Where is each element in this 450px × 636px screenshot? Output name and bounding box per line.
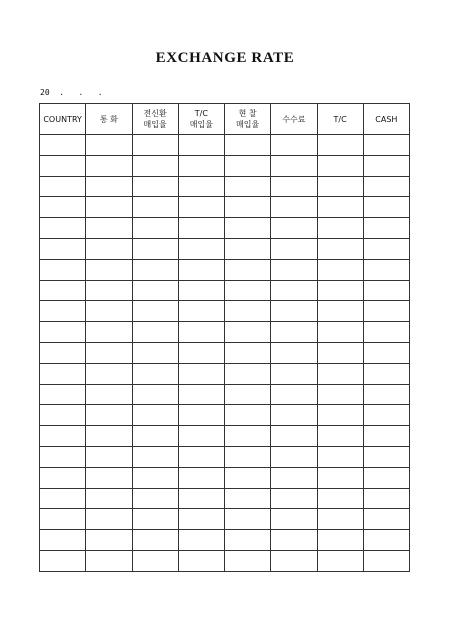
table-cell	[86, 218, 132, 239]
table-cell	[132, 301, 178, 322]
table-cell	[132, 488, 178, 509]
table-cell	[86, 405, 132, 426]
table-cell	[317, 301, 363, 322]
table-cell	[363, 467, 409, 488]
table-cell	[40, 405, 86, 426]
table-body	[40, 135, 410, 572]
table-cell	[225, 135, 271, 156]
table-cell	[317, 342, 363, 363]
table-header-row	[40, 104, 410, 135]
table-cell	[271, 197, 317, 218]
table-cell	[317, 488, 363, 509]
table-cell	[317, 384, 363, 405]
table-cell	[132, 405, 178, 426]
header-tt-line2: 매입율	[143, 120, 167, 129]
table-cell	[86, 280, 132, 301]
table-cell	[40, 342, 86, 363]
table-cell	[225, 446, 271, 467]
header-tc	[317, 104, 363, 135]
table-cell	[363, 342, 409, 363]
table-cell	[86, 550, 132, 571]
table-cell	[86, 342, 132, 363]
table-cell	[178, 363, 224, 384]
header-tc-buying-line1: T/C	[194, 109, 208, 118]
table-cell	[40, 176, 86, 197]
table-cell	[363, 155, 409, 176]
table-cell	[225, 426, 271, 447]
table-cell	[132, 426, 178, 447]
table-cell	[271, 155, 317, 176]
table-cell	[225, 322, 271, 343]
table-cell	[363, 176, 409, 197]
table-cell	[363, 218, 409, 239]
table-cell	[271, 550, 317, 571]
table-cell	[317, 426, 363, 447]
table-cell	[271, 301, 317, 322]
table-cell	[271, 342, 317, 363]
table-cell	[132, 342, 178, 363]
table-cell	[225, 155, 271, 176]
table-cell	[132, 322, 178, 343]
header-currency-label: 통 화	[99, 114, 118, 124]
table-cell	[178, 488, 224, 509]
header-tc-buying	[178, 104, 224, 135]
table-cell	[40, 509, 86, 530]
table-cell	[132, 135, 178, 156]
table-cell	[271, 488, 317, 509]
header-cash-buying-line1: 현 찰	[238, 109, 257, 118]
header-cash	[363, 104, 409, 135]
table-cell	[86, 488, 132, 509]
table-cell	[178, 446, 224, 467]
table-cell	[178, 467, 224, 488]
table-cell	[40, 218, 86, 239]
header-cash-buying-line2: 매입율	[236, 120, 260, 129]
table-cell	[317, 218, 363, 239]
table-cell	[132, 467, 178, 488]
table-row	[40, 301, 410, 322]
table-cell	[86, 530, 132, 551]
table-cell	[363, 135, 409, 156]
header-tc-buying-line2: 매입율	[189, 120, 213, 129]
header-tt-line1: 전신환	[143, 109, 167, 118]
table-cell	[271, 405, 317, 426]
table-cell	[86, 363, 132, 384]
table-cell	[225, 259, 271, 280]
table-cell	[225, 488, 271, 509]
table-cell	[363, 509, 409, 530]
table-cell	[40, 322, 86, 343]
table-cell	[363, 363, 409, 384]
table-cell	[317, 446, 363, 467]
table-cell	[132, 176, 178, 197]
table-cell	[86, 259, 132, 280]
table-row	[40, 405, 410, 426]
table-row	[40, 259, 410, 280]
table-cell	[225, 509, 271, 530]
table-cell	[317, 176, 363, 197]
table-cell	[271, 467, 317, 488]
table-cell	[271, 238, 317, 259]
table-cell	[363, 238, 409, 259]
table-cell	[225, 176, 271, 197]
table-cell	[225, 197, 271, 218]
table-cell	[40, 426, 86, 447]
table-row	[40, 446, 410, 467]
table-row	[40, 530, 410, 551]
table-cell	[40, 384, 86, 405]
header-telegraphic-transfer-buying	[132, 104, 178, 135]
table-cell	[363, 259, 409, 280]
table-cell	[40, 363, 86, 384]
table-cell	[363, 405, 409, 426]
table-cell	[40, 259, 86, 280]
table-cell	[40, 550, 86, 571]
table-cell	[40, 301, 86, 322]
header-country	[40, 104, 86, 135]
table-cell	[178, 176, 224, 197]
table-cell	[132, 259, 178, 280]
table-cell	[86, 197, 132, 218]
table-cell	[178, 550, 224, 571]
table-cell	[86, 176, 132, 197]
table-row	[40, 488, 410, 509]
table-row	[40, 155, 410, 176]
table-cell	[317, 135, 363, 156]
date-line: 20 . . .	[40, 88, 103, 97]
table-cell	[271, 530, 317, 551]
table-cell	[363, 530, 409, 551]
table-cell	[317, 259, 363, 280]
table-cell	[40, 530, 86, 551]
table-row	[40, 238, 410, 259]
table-row	[40, 135, 410, 156]
table-cell	[132, 446, 178, 467]
table-cell	[178, 322, 224, 343]
table-row	[40, 342, 410, 363]
table-cell	[225, 301, 271, 322]
table-cell	[317, 238, 363, 259]
header-country-label: COUNTRY	[43, 114, 82, 124]
table-row	[40, 509, 410, 530]
table-cell	[225, 238, 271, 259]
table-row	[40, 467, 410, 488]
table-cell	[363, 301, 409, 322]
table-cell	[86, 135, 132, 156]
table-cell	[132, 530, 178, 551]
table-cell	[271, 280, 317, 301]
exchange-rate-table	[39, 103, 410, 572]
table-cell	[132, 197, 178, 218]
table-cell	[178, 135, 224, 156]
table-cell	[271, 135, 317, 156]
table-cell	[363, 197, 409, 218]
table-cell	[86, 322, 132, 343]
table-cell	[178, 530, 224, 551]
table-cell	[40, 238, 86, 259]
table-cell	[317, 405, 363, 426]
table-cell	[317, 197, 363, 218]
table-cell	[40, 135, 86, 156]
table-cell	[178, 238, 224, 259]
table-cell	[178, 301, 224, 322]
table-row	[40, 363, 410, 384]
table-cell	[225, 530, 271, 551]
table-cell	[178, 197, 224, 218]
table-cell	[86, 301, 132, 322]
table-row	[40, 384, 410, 405]
table-cell	[132, 238, 178, 259]
document-title: EXCHANGE RATE	[155, 50, 295, 66]
table-cell	[86, 426, 132, 447]
table-cell	[271, 322, 317, 343]
table-cell	[40, 155, 86, 176]
table-cell	[363, 322, 409, 343]
table-cell	[178, 384, 224, 405]
table-cell	[271, 384, 317, 405]
table-row	[40, 197, 410, 218]
table-cell	[225, 405, 271, 426]
table-cell	[178, 342, 224, 363]
table-cell	[132, 363, 178, 384]
table-cell	[271, 363, 317, 384]
table-cell	[363, 488, 409, 509]
header-cash-buying	[225, 104, 271, 135]
table-cell	[271, 218, 317, 239]
table-cell	[363, 550, 409, 571]
table-cell	[271, 509, 317, 530]
table-cell	[178, 259, 224, 280]
table-cell	[363, 426, 409, 447]
table-row	[40, 426, 410, 447]
header-cash-label: CASH	[375, 114, 398, 124]
header-tc-label: T/C	[333, 114, 347, 124]
table-cell	[271, 446, 317, 467]
table-cell	[363, 280, 409, 301]
table-cell	[86, 384, 132, 405]
table-cell	[271, 259, 317, 280]
table-cell	[86, 467, 132, 488]
table-cell	[178, 426, 224, 447]
table-cell	[317, 550, 363, 571]
table-cell	[225, 384, 271, 405]
table-cell	[132, 155, 178, 176]
table-cell	[86, 446, 132, 467]
table-cell	[178, 280, 224, 301]
table-cell	[40, 467, 86, 488]
header-commission	[271, 104, 317, 135]
table-cell	[40, 446, 86, 467]
table-cell	[40, 197, 86, 218]
table-cell	[225, 467, 271, 488]
table-cell	[132, 384, 178, 405]
table-cell	[225, 550, 271, 571]
table-cell	[363, 446, 409, 467]
header-currency	[86, 104, 132, 135]
table-cell	[317, 509, 363, 530]
table-row	[40, 218, 410, 239]
table-cell	[132, 509, 178, 530]
table-cell	[178, 218, 224, 239]
header-commission-label: 수수료	[282, 114, 306, 124]
table-cell	[317, 155, 363, 176]
table-cell	[225, 363, 271, 384]
table-cell	[317, 467, 363, 488]
table-cell	[225, 218, 271, 239]
table-cell	[86, 238, 132, 259]
table-cell	[271, 176, 317, 197]
table-cell	[178, 405, 224, 426]
table-cell	[40, 280, 86, 301]
table-cell	[317, 280, 363, 301]
table-cell	[317, 530, 363, 551]
table-cell	[132, 280, 178, 301]
table-row	[40, 176, 410, 197]
table-row	[40, 550, 410, 571]
table-cell	[40, 488, 86, 509]
table-cell	[86, 509, 132, 530]
table-cell	[363, 384, 409, 405]
table-cell	[225, 342, 271, 363]
table-row	[40, 322, 410, 343]
table-cell	[317, 322, 363, 343]
table-cell	[271, 426, 317, 447]
table-cell	[132, 218, 178, 239]
table-cell	[86, 155, 132, 176]
table-cell	[225, 280, 271, 301]
table-cell	[317, 363, 363, 384]
table-cell	[178, 155, 224, 176]
table-cell	[178, 509, 224, 530]
table-row	[40, 280, 410, 301]
table-cell	[132, 550, 178, 571]
